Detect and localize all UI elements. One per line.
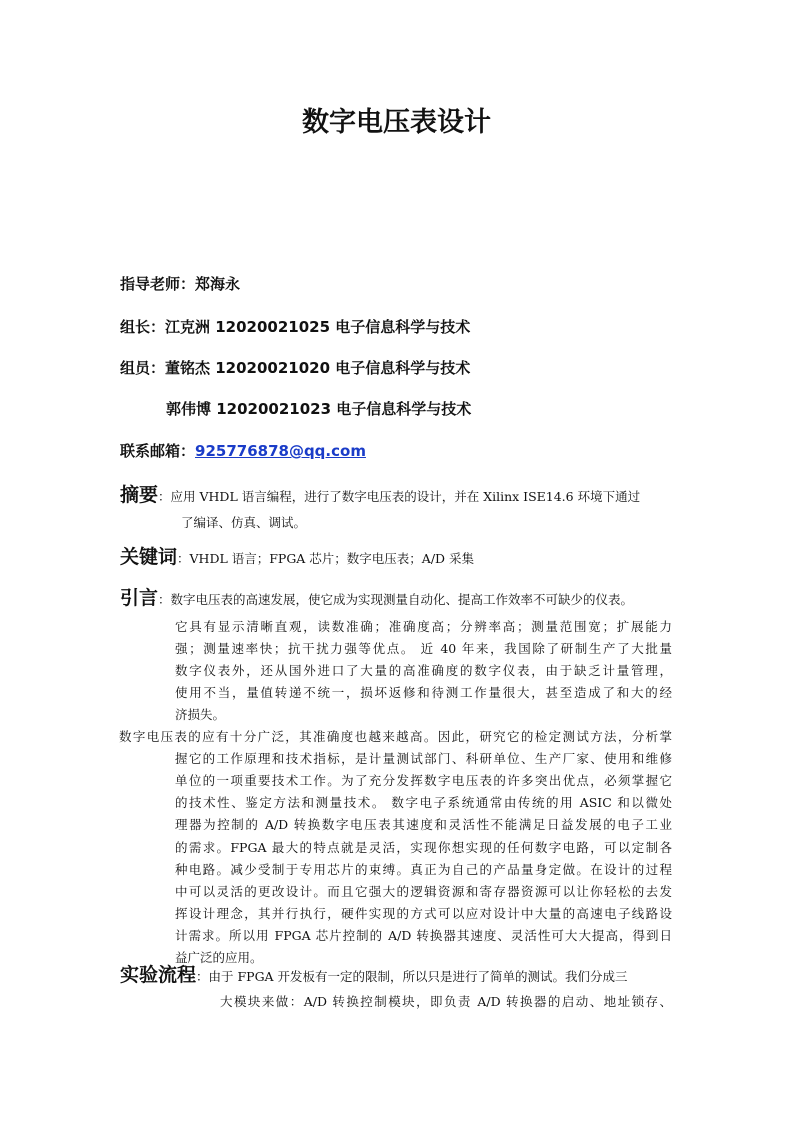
- keywords-line: [120, 542, 474, 569]
- abstract-text: 了编译、仿真、调试。: [181, 515, 307, 530]
- contact-email-row: [120, 440, 366, 461]
- intro-text: ：数字电压表的高速发展，使它成为实现测量自动化、提高工作效率不可缺少的仪表。: [158, 592, 634, 607]
- intro-text-line: 中可以灵活的更改设计。而且它强大的逻辑资源和寄存器资源可以让你轻松的去发: [175, 884, 672, 899]
- process-heading: 实验流程: [120, 964, 197, 986]
- process-text: ：由于 FPGA 开发板有一定的限制，所以只是进行了简单的测试。我们分成三: [196, 969, 628, 984]
- intro-text-line: 强；测量速率快；抗干扰力强等优点。 近 40 年来，我国除了研制生产了大批量: [175, 641, 672, 656]
- intro-text-line: 数字电压表的应有十分广泛，其准确度也越来越高。因此，研究它的检定测试方法，分析掌: [119, 729, 672, 744]
- intro-text-line: 益广泛的应用。: [175, 950, 263, 965]
- intro-text-line: 使用不当，量值转递不统一，损坏返修和待测工作量很大，甚至造成了和大的经: [175, 685, 672, 700]
- intro-text-line: 的技术性、鉴定方法和测量技术。 数字电子系统通常由传统的用 ASIC 和以微处: [175, 795, 672, 810]
- intro-text-line: 数字仪表外，还从国外进口了大量的高准确度的数字仪表，由于缺乏计量管理，: [175, 663, 672, 678]
- abstract-heading: 摘要: [120, 484, 159, 506]
- abstract-text: ：应用 VHDL 语言编程，进行了数字电压表的设计，并在 Xilinx ISE14.6 环境下通过: [158, 489, 641, 504]
- intro-text-line: 握它的工作原理和技术指标，是计量测试部门、科研单位、生产厂家、使用和维修: [175, 751, 672, 766]
- intro-text-line: 理器为控制的 A/D 转换数字电压表其速度和灵活性不能满足日益发展的电子工业: [175, 817, 672, 832]
- intro-text-line: 的需求。FPGA 最大的特点就是灵活，实现你想实现的任何数字电路，可以定制各: [175, 840, 672, 855]
- intro-line: [120, 583, 633, 610]
- intro-text-line: 计需求。所以用 FPGA 芯片控制的 A/D 转换器其速度、灵活性可大大提高，得到日: [175, 928, 672, 943]
- intro-text-line: 单位的一项重要技术工作。为了充分发挥数字电压表的许多突出优点，必须掌握它: [175, 773, 672, 788]
- member-1: 组员：董铭杰 12020021020 电子信息科学与技术: [120, 359, 471, 377]
- member-2: 郭伟博 12020021023 电子信息科学与技术: [166, 400, 472, 418]
- process-text: 大模块来做：A/D 转换控制模块，即负责 A/D 转换器的启动、地址锁存、: [220, 994, 672, 1009]
- page-title: 数字电压表设计: [302, 107, 491, 138]
- advisor: 指导老师：郑海永: [120, 275, 241, 293]
- intro-heading: 引言: [120, 587, 159, 609]
- intro-text-line: 济损失。: [175, 707, 226, 722]
- intro-text-line: 种电路。减少受制于专用芯片的束缚。真正为自己的产品量身定做。在设计的过程: [175, 862, 672, 877]
- keywords-text: ：VHDL 语言；FPGA 芯片；数字电压表；A/D 采集: [177, 551, 475, 566]
- process-line: [120, 960, 628, 987]
- leader: 组长：江克洲 12020021025 电子信息科学与技术: [120, 318, 471, 336]
- email-link[interactable]: 925776878@qq.com: [195, 442, 366, 460]
- intro-text-line: 它具有显示清晰直观，读数准确；准确度高；分辨率高；测量范围宽；扩展能力: [175, 619, 672, 634]
- email-label: 联系邮箱：: [120, 442, 196, 460]
- intro-text-line: 挥设计理念，其并行执行，硬件实现的方式可以应对设计中大量的高速电子线路设: [175, 906, 672, 921]
- keywords-heading: 关键词: [120, 546, 178, 568]
- abstract-line: [120, 480, 640, 507]
